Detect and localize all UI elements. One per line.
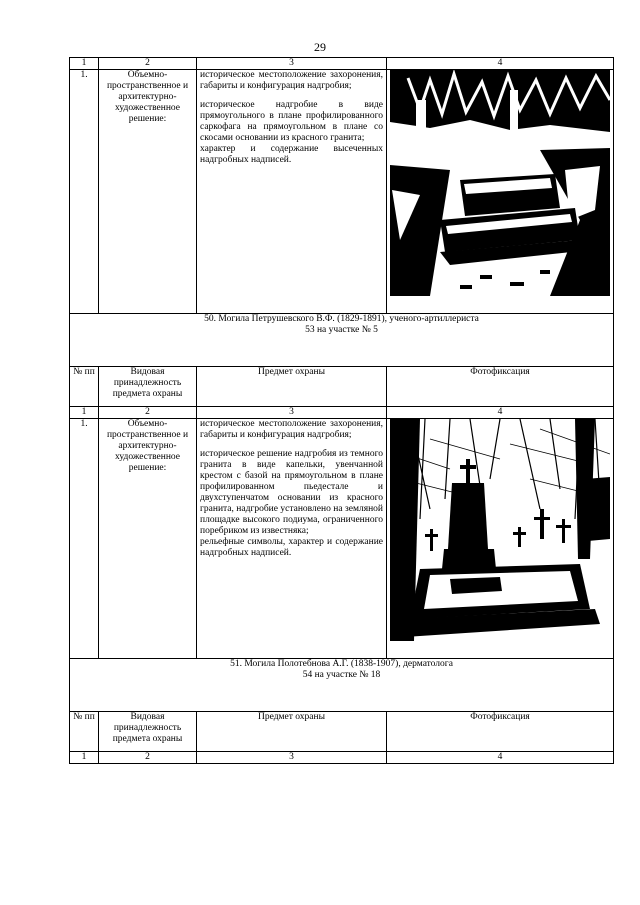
column-number-row	[70, 407, 614, 419]
column-number: 3	[197, 58, 387, 70]
column-number-row	[70, 752, 614, 764]
column-number: 4	[387, 752, 614, 764]
subject-paragraph: историческое местоположение захоронения, габариты и конфигурация надгробия;	[200, 419, 383, 440]
column-number: 3	[197, 752, 387, 764]
grave-photo-sarcophagus	[390, 70, 610, 296]
photo-image	[390, 419, 610, 641]
column-number: 4	[387, 58, 614, 70]
column-number-row	[70, 58, 614, 70]
header-num: № пп	[70, 367, 99, 407]
photo-cell	[387, 419, 614, 659]
header-photo: Фотофиксация	[387, 367, 614, 407]
page-number: 29	[314, 40, 326, 54]
column-number: 4	[387, 407, 614, 419]
protection-type: Объемно-пространственное и архитектурно-художественное решение:	[99, 419, 197, 659]
column-number: 2	[99, 752, 197, 764]
monument-table	[69, 57, 614, 764]
row-number: 1.	[70, 70, 99, 314]
section-title	[70, 659, 614, 712]
protection-subject	[197, 419, 387, 659]
section-title-line: 53 на участке № 5	[305, 325, 378, 335]
column-number: 3	[197, 407, 387, 419]
column-number: 1	[70, 752, 99, 764]
section-title	[70, 314, 614, 367]
subject-paragraph: историческое местоположение захоронения, габариты и конфигурация надгробия;	[200, 70, 383, 91]
column-number: 1	[70, 407, 99, 419]
subject-paragraph: историческое надгробие в виде прямоугольного в плане профилированного саркофага на прямоугольном в плане со скосами основании из красного гранита; характер и содержание высеченных надгробных надписей.	[200, 100, 383, 165]
section-title-row	[70, 659, 614, 712]
section-title-line: 50. Могила Петрушевского В.Ф. (1829-1891), ученого-артиллериста	[204, 314, 479, 324]
header-num: № пп	[70, 712, 99, 752]
protection-type: Объемно-пространственное и архитектурно-художественное решение:	[99, 70, 197, 314]
section-title-row	[70, 314, 614, 367]
photo-image	[390, 70, 610, 296]
column-number: 1	[70, 58, 99, 70]
photo-cell	[387, 70, 614, 314]
section-title-line: 54 на участке № 18	[302, 670, 381, 680]
header-photo: Фотофиксация	[387, 712, 614, 752]
column-number: 2	[99, 407, 197, 419]
column-number: 2	[99, 58, 197, 70]
header-row	[70, 712, 614, 752]
header-type: Видовая принадлежность предмета охраны	[99, 367, 197, 407]
header-type: Видовая принадлежность предмета охраны	[99, 712, 197, 752]
subject-paragraph: историческое решение надгробия из темного гранита в виде капельки, увенчанной крестом с базой на прямоугольном в плане профилированном пьедестале и двухступенчатом основании из красного гранита, надгробие установлено на земляной площадке высокого подиума, ограниченного поребриком из известняка; рельефные символы, характер и содержание надгробных надписей.	[200, 449, 383, 558]
protection-subject	[197, 70, 387, 314]
header-subject: Предмет охраны	[197, 712, 387, 752]
header-row	[70, 367, 614, 407]
grave-photo-chapel	[390, 419, 610, 641]
section-title-line: 51. Могила Полотебнова А.Г. (1838-1907), дерматолога	[230, 659, 453, 669]
table-row	[70, 419, 614, 659]
row-number: 1.	[70, 419, 99, 659]
header-subject: Предмет охраны	[197, 367, 387, 407]
table-row	[70, 70, 614, 314]
